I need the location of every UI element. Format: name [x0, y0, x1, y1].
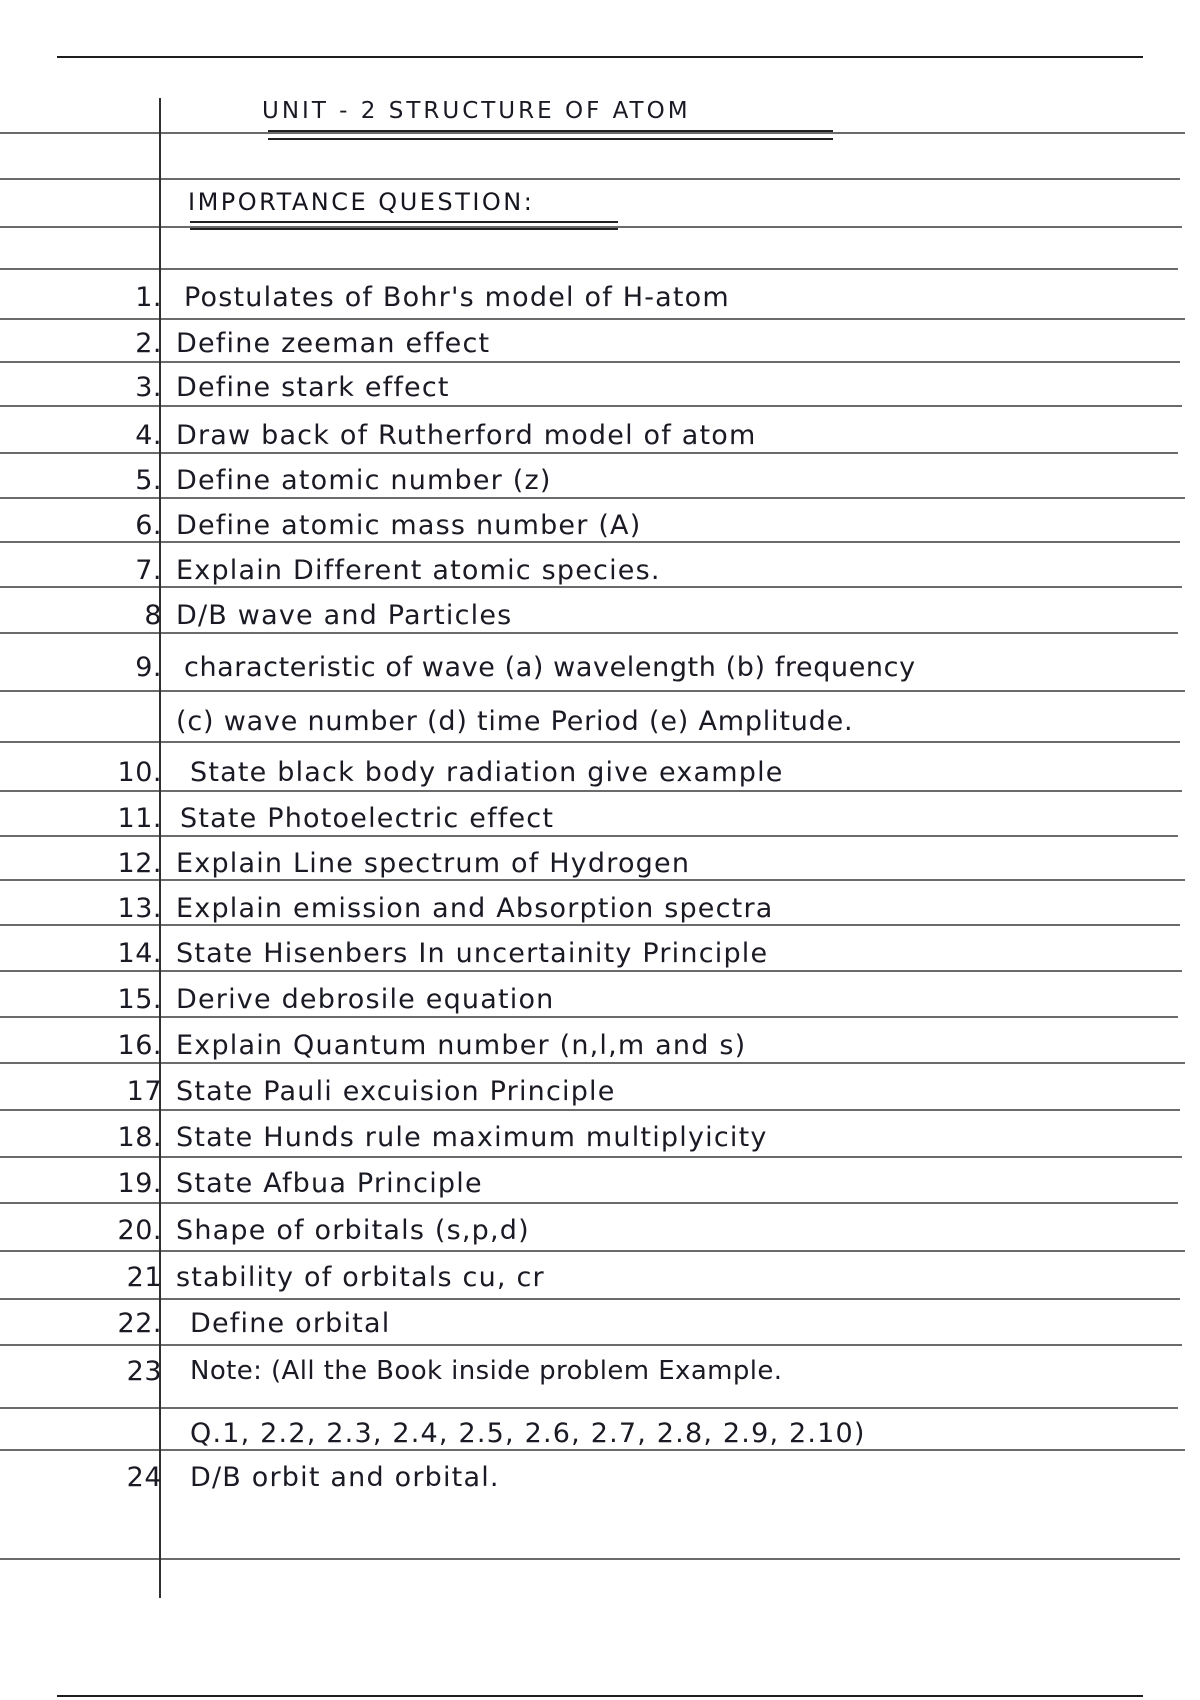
question-number: 14.	[117, 938, 162, 969]
question-number: 23	[126, 1356, 162, 1387]
question-number: 1.	[135, 282, 162, 313]
page-bottom-rule	[57, 1695, 1143, 1697]
question-text: Define zeeman effect	[176, 328, 491, 359]
question-number: 11.	[117, 803, 162, 834]
ruled-line	[0, 1407, 1178, 1409]
question-number: 16.	[117, 1030, 162, 1061]
question-number: 12.	[117, 848, 162, 879]
question-number: 7.	[135, 555, 162, 586]
question-number: 8	[144, 600, 162, 631]
question-number: 21	[126, 1262, 162, 1293]
question-text: Define stark effect	[176, 372, 450, 403]
ruled-line	[0, 632, 1178, 634]
question-text: Derive debrosile equation	[176, 984, 555, 1015]
ruled-line	[0, 1250, 1185, 1252]
ruled-line	[0, 741, 1180, 743]
question-number: 22.	[117, 1308, 162, 1339]
ruled-line	[0, 452, 1178, 454]
question-number: 4.	[135, 420, 162, 451]
ruled-line	[0, 1558, 1180, 1560]
ruled-line	[0, 1202, 1178, 1204]
question-text: Postulates of Bohr's model of H-atom	[184, 282, 730, 313]
title-underline	[268, 130, 833, 140]
question-number: 20.	[117, 1215, 162, 1246]
question-number: 5.	[135, 465, 162, 496]
ruled-line	[0, 541, 1180, 543]
ruled-line	[0, 1109, 1180, 1111]
ruled-line	[0, 1156, 1182, 1158]
question-text: D/B orbit and orbital.	[190, 1462, 500, 1493]
ruled-line	[0, 690, 1185, 692]
question-text: Define atomic mass number (A)	[176, 510, 642, 541]
heading-underline	[190, 221, 618, 230]
question-text: State black body radiation give example	[190, 757, 784, 788]
question-number: 17	[126, 1076, 162, 1107]
ruled-line	[0, 178, 1180, 180]
ruled-line	[0, 835, 1178, 837]
question-number: 18.	[117, 1122, 162, 1153]
question-number: 19.	[117, 1168, 162, 1199]
ruled-line	[0, 1016, 1178, 1018]
ruled-line	[0, 924, 1180, 926]
ruled-line	[0, 879, 1185, 881]
ruled-line	[0, 586, 1182, 588]
ruled-line	[0, 361, 1180, 363]
ruled-line	[0, 970, 1182, 972]
question-text: Define atomic number (z)	[176, 465, 552, 496]
question-number: 13.	[117, 893, 162, 924]
question-text: Note: (All the Book inside problem Example.	[190, 1356, 783, 1386]
question-text: State Hunds rule maximum multiplyicity	[176, 1122, 768, 1153]
question-text: State Photoelectric effect	[180, 803, 555, 834]
section-heading: IMPORTANCE QUESTION:	[188, 188, 535, 216]
question-text: State Pauli excuision Principle	[176, 1076, 616, 1107]
question-number: 9.	[135, 652, 162, 683]
question-text: Explain Different atomic species.	[176, 555, 661, 586]
page-title: UNIT - 2 STRUCTURE OF ATOM	[262, 98, 691, 124]
question-text: Shape of orbitals (s,p,d)	[176, 1215, 530, 1246]
question-text: (c) wave number (d) time Period (e) Amplitude.	[176, 706, 854, 737]
question-text: Explain emission and Absorption spectra	[176, 893, 774, 924]
question-number: 10.	[117, 757, 162, 788]
question-text: stability of orbitals cu, cr	[176, 1262, 545, 1293]
ruled-line	[0, 1062, 1185, 1064]
question-text: D/B wave and Particles	[176, 600, 513, 631]
question-text: Q.1, 2.2, 2.3, 2.4, 2.5, 2.6, 2.7, 2.8, 2.9, 2.10)	[190, 1418, 866, 1449]
ruled-line	[0, 497, 1185, 499]
question-text: State Afbua Principle	[176, 1168, 483, 1199]
question-number: 24	[126, 1462, 162, 1493]
ruled-line	[0, 1344, 1182, 1346]
question-number: 6.	[135, 510, 162, 541]
ruled-line	[0, 405, 1182, 407]
ruled-line	[0, 790, 1182, 792]
question-text: Draw back of Rutherford model of atom	[176, 420, 757, 451]
question-number: 15.	[117, 984, 162, 1015]
question-text: Define orbital	[190, 1308, 391, 1339]
question-text: State Hisenbers In uncertainity Principle	[176, 938, 769, 969]
ruled-line	[0, 1449, 1185, 1451]
question-text: Explain Quantum number (n,l,m and s)	[176, 1030, 747, 1061]
ruled-line	[0, 1298, 1180, 1300]
ruled-line	[0, 268, 1178, 270]
question-number: 2.	[135, 328, 162, 359]
question-number: 3.	[135, 372, 162, 403]
question-text: characteristic of wave (a) wavelength (b) frequency	[184, 652, 916, 683]
question-text: Explain Line spectrum of Hydrogen	[176, 848, 691, 879]
ruled-line	[0, 318, 1185, 320]
